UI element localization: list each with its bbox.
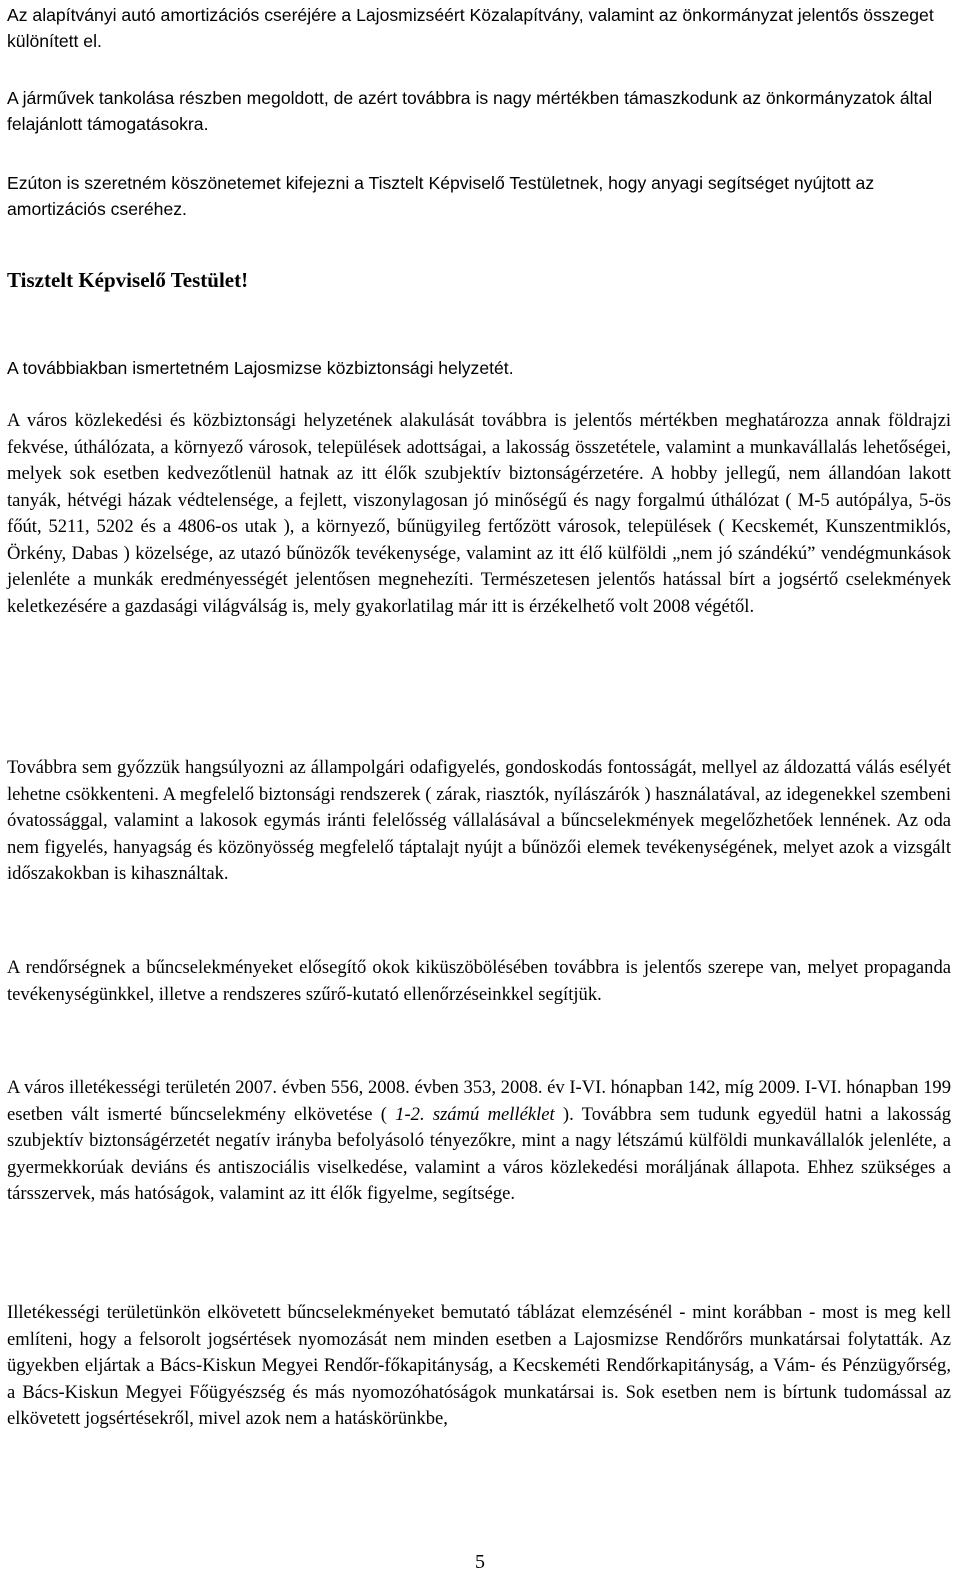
paragraph-refueling: A járművek tankolása részben megoldott, de azért továbbra is nagy mértékben támaszkodunk az önkormányzatok által felajánlott támogatásokra. [7,88,933,134]
paragraph-city-situation: A város közlekedési és közbiztonsági helyzetének alakulását továbbra is jelentős mértékben meghatározza annak földrajzi fekvése, úthálózata, a környező városok, települések adottságai, a lakosság összetétele, valamint a munkavállalás lehetőségei, melyek sok esetben kedvezőtlenül hatnak az itt élők szubjektív biztonságérzetére. A hobby jellegű, nem állandóan lakott tanyák, hétvégi házak védtelensége, a fejlett, viszonylagosan jó minőségű és nagy forgalmú úthálózat ( M-5 autópálya, 5-ös főút, 5211, 5202 és a 4806-os utak ), a környező, bűnügyileg fertőzött városok, települések ( Kecskemét, Kunszentmiklós, Örkény, Dabas ) közelsége, az utazó bűnözők tevékenysége, valamint az itt élő külföldi „nem jó szándékú” vendégmunkások jelenléte a munkák eredményességét jelentősen megnehezíti. Természetesen jelentős hatással bírt a jogsértő cselekmények keletkezésére a gazdasági világválság is, mely gyakorlatilag már itt is érzékelhető volt 2008 végétől. [7,410,951,617]
paragraph-thanks: Ezúton is szeretném köszönetemet kifejezni a Tisztelt Képviselő Testületnek, hogy anyagi segítséget nyújtott az amortizációs cseréhez. [7,173,875,219]
page-number: 5 [475,1551,485,1573]
crime-stats-text: A város illetékességi területén 2007. évben 556, 2008. évben 353, 2008. év I-VI. hónapban 142, míg 2009. I-VI. hónapban 199 esetben vált ismerté bűncselekmény elkövetése ( [7,1077,951,1125]
crime-stats-text-continued: ). Továbbra sem tudunk egyedül hatni a lakosság szubjektív biztonságérzetét negatív irányba befolyásoló tényezőkre, mint a nagy létszámú külföldi munkavállalók jelenléte, a gyermekkorúak deviáns és antiszociális viselkedése, valamint a város közlekedési moráljának állapota. Ehhez szükséges a társszervek, más hatóságok, valamint az itt élők figyelme, segítsége. [7,1103,951,1204]
paragraph-crime-stats [7,1075,951,1208]
paragraph-vehicle-amortization: Az alapítványi autó amortizációs cseréjére a Lajosmizséért Közalapítvány, valamint az önkormányzat jelentős összeget különített el. [7,5,934,51]
paragraph-police-role: A rendőrségnek a bűncselekményeket elősegítő okok kiküszöbölésében továbbra is jelentős szerepe van, melyet propaganda tevékenységünkkel, illetve a rendszeres szűrő-kutató ellenőrzéseinkkel segítjük. [7,957,951,1005]
paragraph-vigilance: Továbbra sem győzzük hangsúlyozni az állampolgári odafigyelés, gondoskodás fontosságát, mellyel az áldozattá válás esélyét lehetne csökkenteni. A megfelelő biztonsági rendszerek ( zárak, riasztók, nyílászárók ) használatával, az idegenekkel szembeni óvatossággal, valamint a lakosok egymás iránti felelősség vállalásával a bűncselekmények megelőzhetőek lennének. Az oda nem figyelés, hanyagság és közönyösség megfelelő táptalajt nyújt a bűnözői elemek tevékenységének, melyet azok a vizsgált időszakokban is kihasználtak. [7,757,951,884]
section-heading: Tisztelt Képviselő Testület! [7,268,249,292]
paragraph-jurisdiction: Illetékességi területünkön elkövetett bűncselekményeket bemutató táblázat elemzésénél - mint korábban - most is meg kell említeni, hogy a felsorolt jogsértések nyomozását nem minden esetben a Lajosmizse Rendőrőrs munkatársai folytatták. Az ügyekben eljártak a Bács-Kiskun Megyei Rendőr-főkapitányság, a Kecskeméti Rendőrkapitányság, a Vám- és Pénzügyőrség, a Bács-Kiskun Megyei Főügyészség és más nyomozóhatóságok munkatársai is. Sok esetben nem is bírtunk tudomással az elkövetett jogsértésekről, mivel azok nem a hatáskörünkbe, [7,1302,951,1429]
attachment-reference: 1-2. számú melléklet [395,1103,555,1125]
paragraph-intro: A továbbiakban ismertetném Lajosmizse közbiztonsági helyzetét. [7,358,514,378]
